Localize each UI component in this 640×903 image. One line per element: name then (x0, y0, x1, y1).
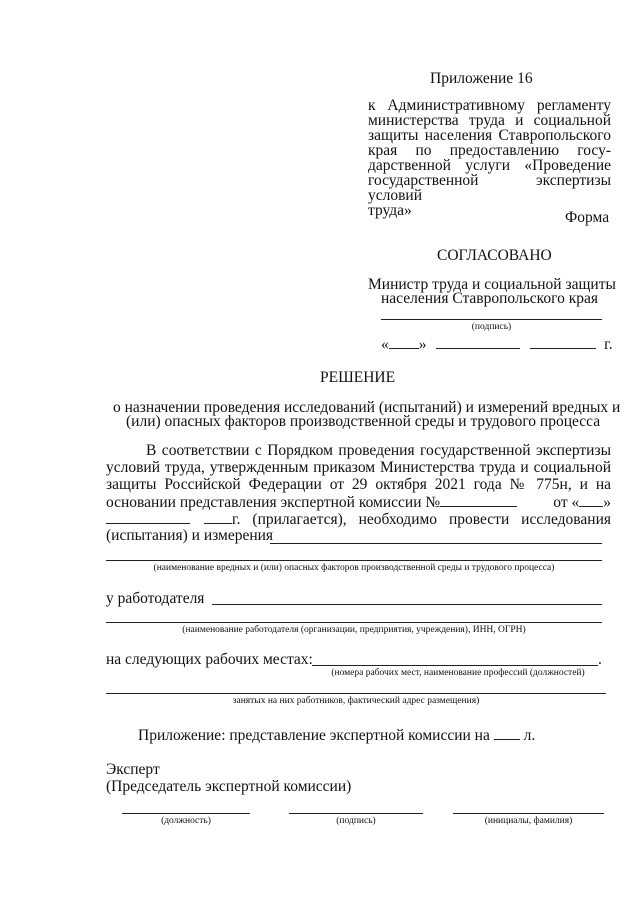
appendix-line: государственной экспертизы условий (368, 172, 611, 204)
body-line5-text: г. (прилагается), необходимо провести исследования (232, 511, 611, 528)
date-month-field[interactable] (436, 336, 520, 349)
body-line-commission (106, 494, 611, 510)
commission-number-field[interactable] (440, 494, 517, 507)
date-open-quote: « (381, 336, 389, 353)
body-line-date (106, 511, 611, 527)
approval-signature-caption: (подпись) (471, 322, 512, 332)
employer-field-line2[interactable] (106, 622, 602, 623)
expert-name-caption: (инициалы, фамилия) (484, 816, 573, 826)
appendix-line: края по предоставлению госу- (368, 142, 611, 159)
factors-caption: (наименование вредных и (или) опасных факторов производственной среды и трудового процесса) (153, 563, 555, 573)
decision-subtitle-line2: (или) опасных факторов производственной среды и трудового процесса (126, 413, 601, 430)
approval-position-line1: Министр труда и социальной защиты (368, 276, 616, 293)
attachment-line (138, 727, 535, 743)
workplaces-period: . (598, 651, 602, 668)
appendix-line: защиты населения Ставропольского (368, 127, 611, 144)
decision-subtitle-line1: о назначении проведения исследований (испытаний) и измерений вредных и (113, 399, 621, 416)
body-line: (испытания) и измерения (106, 527, 274, 544)
factors-field-line2[interactable] (106, 560, 602, 561)
appendix-title: Приложение 16 (430, 70, 533, 87)
approval-date (381, 336, 613, 352)
factors-field-line1[interactable] (270, 543, 602, 544)
decision-title: РЕШЕНИЕ (320, 369, 396, 386)
date-year-field[interactable] (530, 336, 596, 349)
appendix-line: дарственной услуги «Проведение (368, 157, 611, 174)
workplaces-caption1: (номера рабочих мест, наименование профессий (должностей) (331, 668, 585, 678)
expert-line1: Эксперт (106, 761, 160, 778)
approval-heading: СОГЛАСОВАНО (437, 247, 552, 264)
expert-signature-caption: (подпись) (336, 816, 376, 826)
date-day-field[interactable] (389, 336, 419, 349)
employer-caption: (наименование работодателя (организации, предприятия, учреждения), ИНН, ОГРН) (182, 625, 526, 635)
commission-close-quote: » (603, 494, 611, 511)
date-year-suffix: г. (604, 336, 613, 353)
appendix-line: министерства труда и социальной (368, 112, 611, 129)
commission-date-text: от « (553, 494, 580, 511)
expert-line2: (Председатель экспертной комиссии) (106, 778, 352, 795)
commission-text: основании представления экспертной комиссии № (106, 494, 441, 511)
employer-field-line1[interactable] (212, 604, 602, 605)
expert-signature-line[interactable] (289, 813, 423, 814)
expert-position-caption: (должность) (161, 816, 211, 826)
appendix-line: труда» (368, 202, 412, 219)
appendix-text (368, 98, 611, 218)
employer-label: у работодателя (106, 590, 205, 607)
expert-name-line[interactable] (453, 813, 604, 814)
workplaces-field-line2[interactable] (106, 693, 606, 694)
body-line: В соответствии с Порядком проведения государственной экспертизы (146, 442, 611, 459)
body-line: условий труда, утвержденным приказом Министерства труда и социальной (106, 459, 611, 476)
attachment-pages-field[interactable] (494, 727, 520, 740)
appendix-line: к Административному регламенту (368, 97, 611, 114)
commission-month-field[interactable] (106, 511, 190, 524)
form-label: Форма (565, 209, 610, 226)
expert-position-line[interactable] (122, 813, 250, 814)
date-close-quote: » (418, 336, 427, 353)
attachment-label: Приложение: представление экспертной комиссии на (138, 727, 490, 744)
commission-day-field[interactable] (579, 494, 603, 507)
attachment-unit: л. (523, 727, 536, 744)
approval-signature-line[interactable] (381, 319, 602, 320)
workplaces-caption2: занятых на них работников, фактический адрес размещения) (232, 696, 480, 706)
workplaces-label: на следующих рабочих местах: (106, 651, 313, 668)
workplaces-field-line1[interactable] (312, 665, 598, 666)
commission-year-field[interactable] (204, 511, 232, 524)
body-line: защиты Российской Федерации от 29 октября 2021 года № 775н, и на (106, 476, 611, 493)
approval-position-line2: населения Ставропольского края (381, 290, 599, 307)
